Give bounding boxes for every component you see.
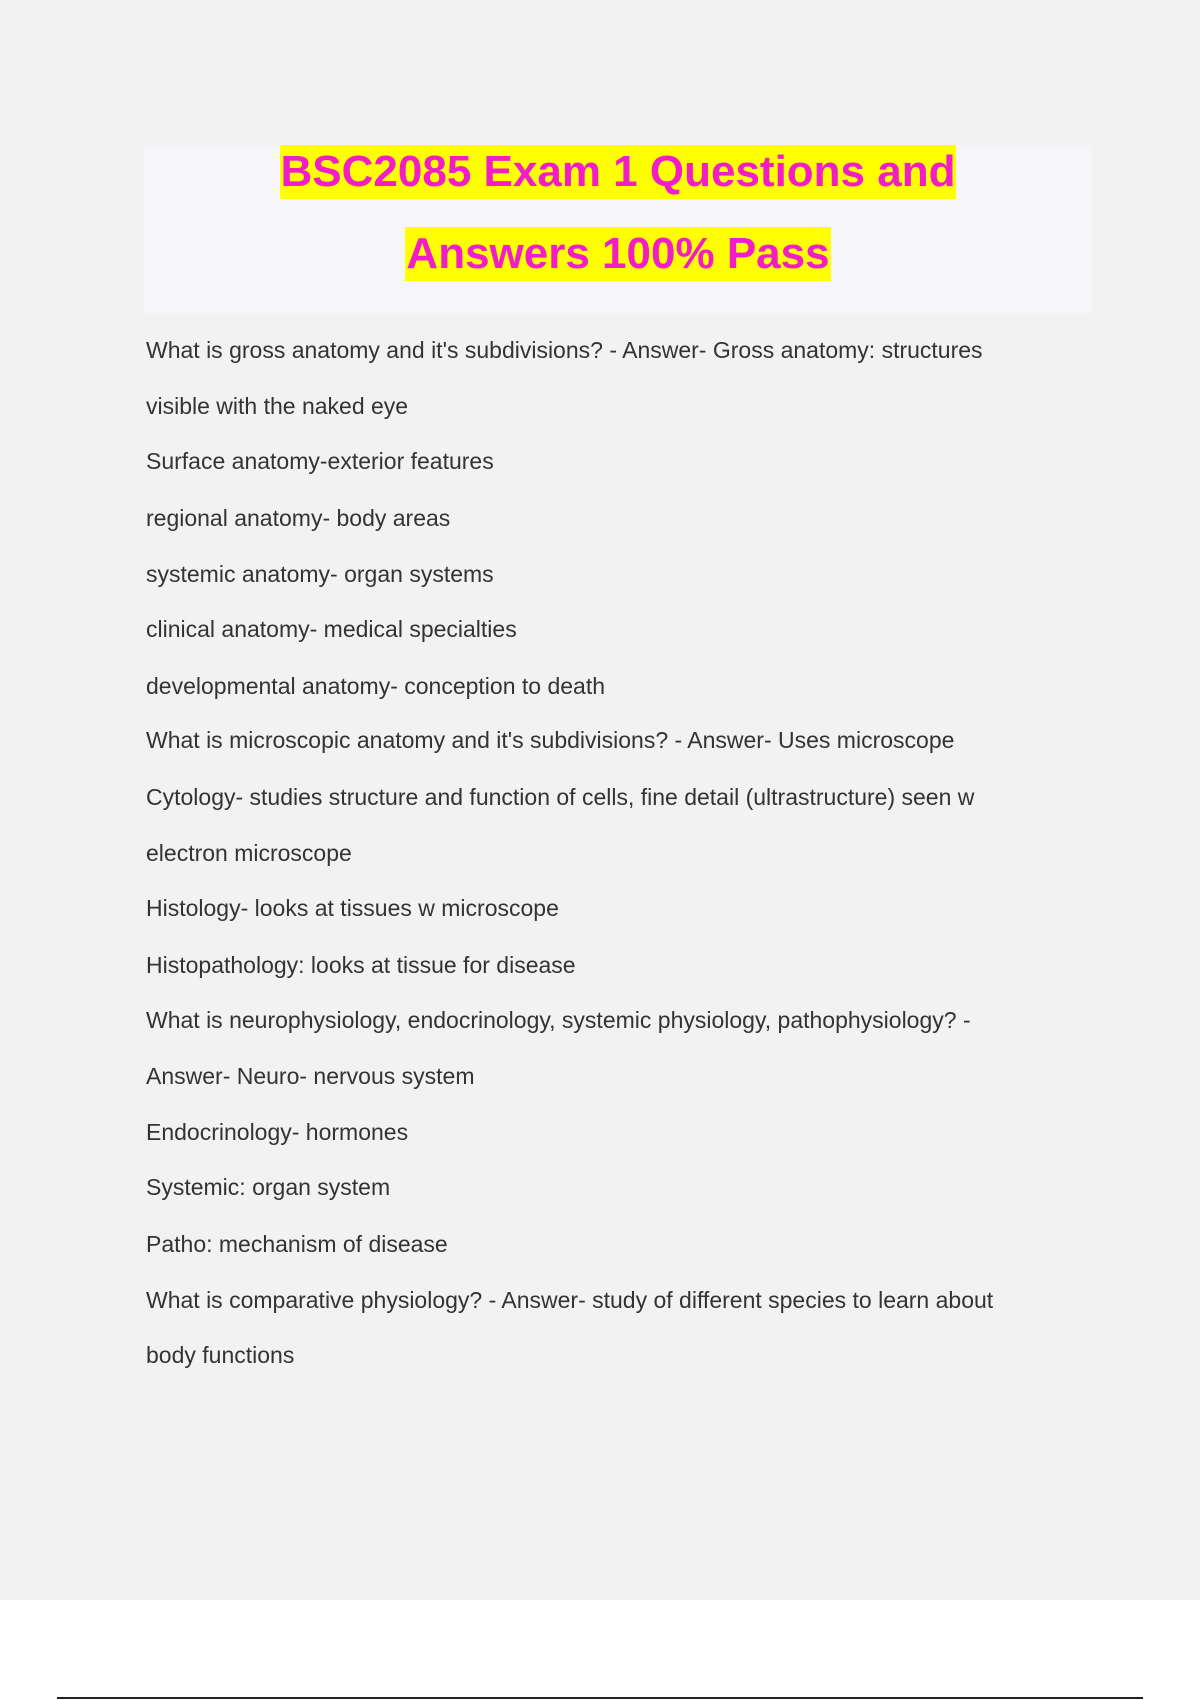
body-line: electron microscope bbox=[146, 840, 352, 866]
body-line: Histology- looks at tissues w microscope bbox=[146, 895, 559, 921]
body-line: Patho: mechanism of disease bbox=[146, 1231, 448, 1257]
title-row-2 bbox=[144, 227, 1092, 281]
body-line: Histopathology: looks at tissue for disease bbox=[146, 952, 576, 978]
body-line: Answer- Neuro- nervous system bbox=[146, 1063, 475, 1089]
body-line: What is neurophysiology, endocrinology, systemic physiology, pathophysiology? - bbox=[146, 1007, 971, 1033]
body-line: Endocrinology- hormones bbox=[146, 1119, 409, 1145]
body-line: systemic anatomy- organ systems bbox=[146, 561, 494, 587]
body-line: visible with the naked eye bbox=[146, 393, 409, 419]
title-line-2: Answers 100% Pass bbox=[405, 227, 830, 281]
body-line: Systemic: organ system bbox=[146, 1174, 391, 1200]
body-line: What is microscopic anatomy and it's subdivisions? - Answer- Uses microscope bbox=[146, 727, 955, 753]
body-line: developmental anatomy- conception to death bbox=[146, 673, 606, 699]
body-line: clinical anatomy- medical specialties bbox=[146, 616, 517, 642]
body-line: body functions bbox=[146, 1342, 295, 1368]
body-line: Surface anatomy-exterior features bbox=[146, 448, 494, 474]
title-block bbox=[144, 145, 1092, 313]
title-row-1 bbox=[144, 145, 1092, 199]
footer-rule bbox=[57, 1697, 1143, 1699]
body-line: What is comparative physiology? - Answer- study of different species to learn about bbox=[146, 1287, 994, 1313]
body-line: What is gross anatomy and it's subdivisions? - Answer- Gross anatomy: structures bbox=[146, 337, 983, 363]
body-line: Cytology- studies structure and function of cells, fine detail (ultrastructure) seen w bbox=[146, 784, 975, 810]
title-line-1: BSC2085 Exam 1 Questions and bbox=[280, 145, 957, 199]
body-line: regional anatomy- body areas bbox=[146, 505, 451, 531]
